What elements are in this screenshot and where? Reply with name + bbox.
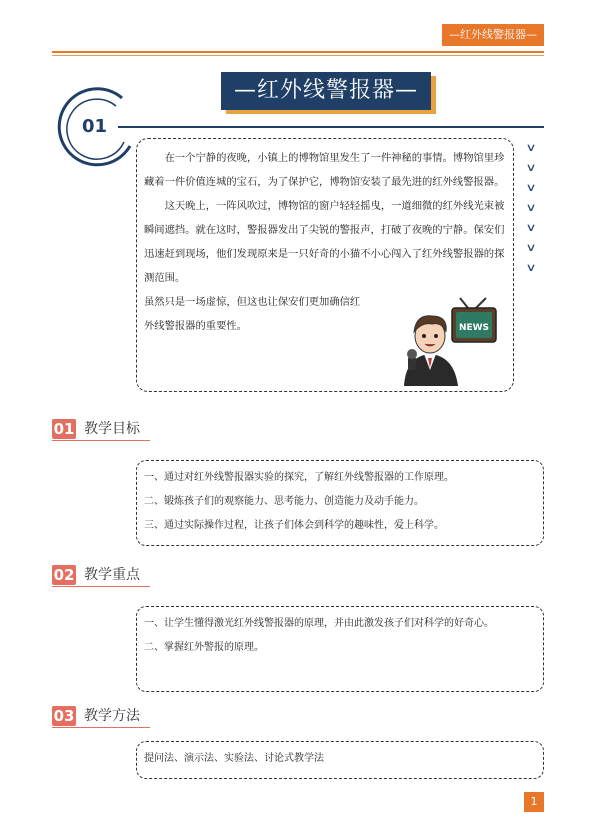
- section-1-line-1: 一、通过对红外线警报器实验的探究，了解红外线警报器的工作原理。: [144, 472, 454, 483]
- section-2-line-1: 一、让学生懂得激光红外线警报器的原理，并由此激发孩子们对科学的好奇心。: [144, 618, 494, 629]
- section-2-number: 02: [53, 566, 75, 584]
- header-tag: —红外线警报器—: [442, 24, 544, 46]
- story-paragraph-1: 在一个宁静的夜晚，小镇上的博物馆里发生了一件神秘的事情。博物馆里珍藏着一件价值连城的宝石，为了保护它，博物馆安装了最先进的红外线警报器。: [144, 152, 505, 188]
- header-rule: [52, 51, 544, 53]
- section-2-underline: [52, 586, 150, 587]
- section-1-line-3: 三、通过实际操作过程，让孩子们体会到科学的趣味性，爱上科学。: [144, 520, 444, 531]
- section-1-underline: [52, 440, 150, 441]
- news-reporter-illustration: [396, 296, 506, 386]
- section-1-line-2: 二、锻炼孩子们的观察能力、思考能力、创造能力及动手能力。: [144, 496, 424, 507]
- story-paragraph-2: 这天晚上，一阵风吹过，博物馆的窗户轻轻摇曳，一道细微的红外线光束被瞬间遮挡。就在这时，警报器发出了尖锐的警报声，打破了夜晚的宁静。保安们迅速赶到现场，他们发现原来是一只好奇的小猫不小心闯入了红外线警报器的探测范围。: [144, 200, 505, 284]
- section-3-title: 教学方法: [84, 708, 140, 724]
- chevron-down-icon: ∨: [525, 181, 537, 194]
- section-2-title: 教学重点: [84, 567, 140, 583]
- chevron-down-icon: ∨: [525, 221, 537, 234]
- chevron-down-icon: ∨: [525, 261, 537, 274]
- section-3-line-1: 提问法、演示法、实验法、讨论式教学法: [144, 753, 324, 764]
- section-1-text: [144, 466, 536, 538]
- header-rule-thin: [52, 55, 544, 56]
- section-1-number: 01: [53, 420, 75, 438]
- section-1-title: 教学目标: [84, 421, 140, 437]
- section-3-underline: [52, 727, 150, 728]
- chevron-column: [524, 138, 538, 278]
- section-2-text: [144, 612, 532, 660]
- chevron-down-icon: ∨: [525, 201, 537, 214]
- chevron-down-icon: ∨: [525, 161, 537, 174]
- story-paragraph-3: 虽然只是一场虚惊，但这也让保安们更加确信红外线警报器的重要性。: [144, 296, 361, 332]
- section-2-line-2: 二、掌握红外警报的原理。: [144, 642, 264, 653]
- chapter-number: 01: [82, 116, 108, 137]
- chevron-down-icon: ∨: [525, 241, 537, 254]
- chapter-rule: [118, 126, 544, 128]
- page-number: 1: [524, 792, 544, 812]
- section-3-number: 03: [53, 707, 75, 725]
- section-3-text: [144, 747, 536, 771]
- news-label: NEWS: [458, 323, 490, 333]
- chevron-down-icon: ∨: [525, 141, 537, 154]
- chapter-title: —红外线警报器—: [221, 72, 431, 110]
